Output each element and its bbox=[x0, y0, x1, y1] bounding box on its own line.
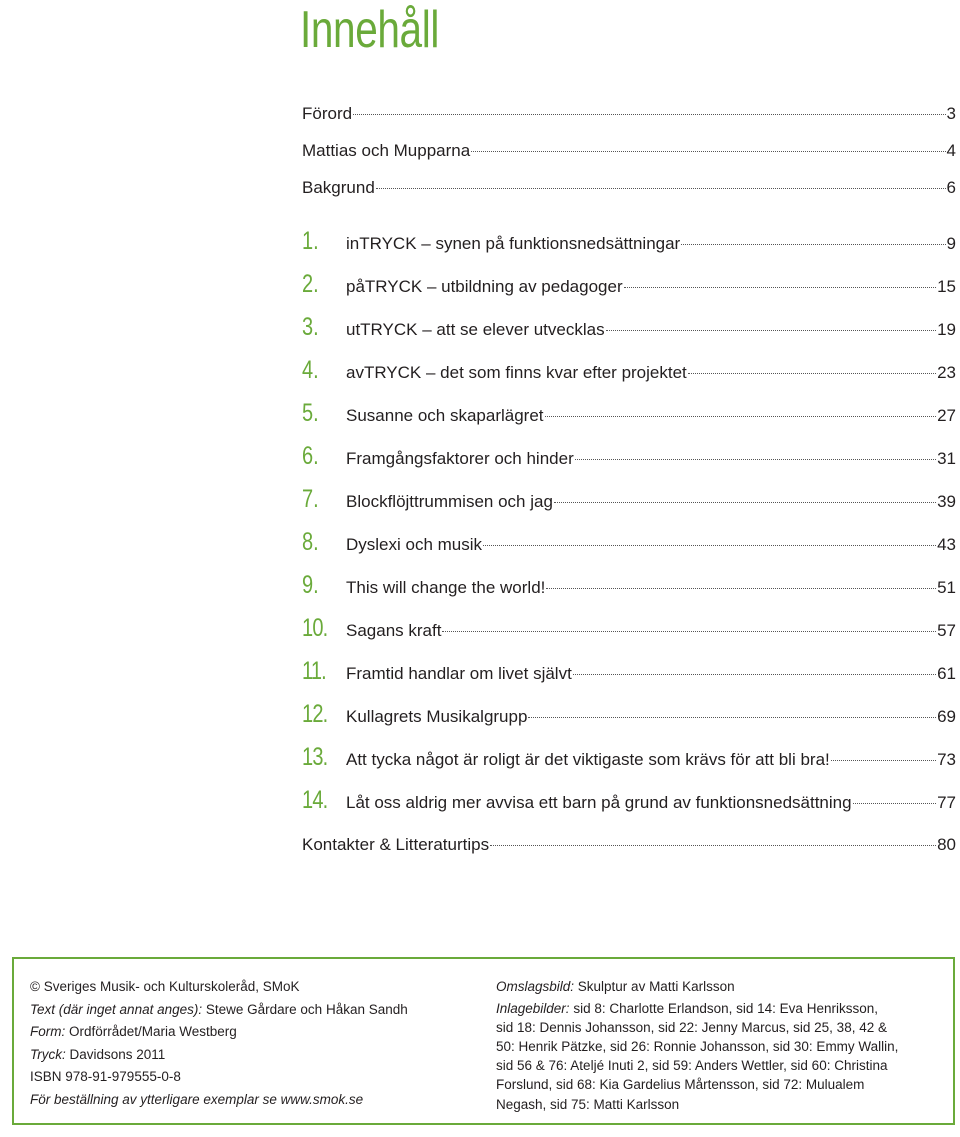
toc-entry-label: Blockflöjttrummisen och jag bbox=[346, 492, 553, 511]
image-credits-line: sid 56 & 76: Ateljé Inuti 2, sid 59: Anders Wettler, sid 60: Christina bbox=[496, 1058, 888, 1074]
toc-entry-label: This will change the world! bbox=[346, 578, 546, 597]
dot-leader bbox=[471, 151, 945, 152]
toc-chapter-1[interactable] bbox=[302, 227, 956, 255]
chapter-number: 7. bbox=[302, 485, 319, 513]
toc-entry-page: 57 bbox=[937, 621, 956, 640]
toc-entry-page: 69 bbox=[937, 707, 956, 726]
dot-leader bbox=[606, 330, 937, 331]
print-credit-label: Tryck: bbox=[30, 1046, 66, 1062]
toc-entry-kontakter[interactable] bbox=[302, 835, 956, 863]
chapter-number: 5. bbox=[302, 399, 319, 427]
form-credit-line bbox=[30, 1021, 480, 1044]
chapter-number: 1. bbox=[302, 227, 319, 255]
image-credits-label: Inlagebilder: bbox=[496, 1000, 570, 1016]
colophon-left-column bbox=[30, 976, 480, 1111]
form-credit-value: Ordförrådet/Maria Westberg bbox=[65, 1024, 237, 1039]
toc-chapter-7[interactable] bbox=[302, 485, 956, 513]
order-note-line: För beställning av ytterligare exemplar se www.smok.se bbox=[30, 1091, 364, 1107]
toc-chapter-13[interactable] bbox=[302, 743, 956, 771]
dot-leader bbox=[528, 717, 936, 718]
toc-entry-page: 6 bbox=[946, 178, 956, 197]
toc-chapter-12[interactable] bbox=[302, 700, 956, 728]
toc-entry-forord[interactable] bbox=[302, 104, 956, 132]
toc-entry-page: 3 bbox=[946, 104, 956, 123]
chapter-number: 9. bbox=[302, 571, 319, 599]
print-credit-line bbox=[30, 1044, 480, 1067]
toc-entry-label: Förord bbox=[302, 104, 353, 123]
toc-entry-page: 4 bbox=[946, 141, 956, 160]
print-credit-value: Davidsons 2011 bbox=[65, 1046, 166, 1062]
toc-entry-bakgrund[interactable] bbox=[302, 178, 956, 206]
toc-chapter-5[interactable] bbox=[302, 399, 956, 427]
chapter-number: 4. bbox=[302, 356, 319, 384]
toc-entry-page: 15 bbox=[937, 277, 956, 296]
dot-leader bbox=[573, 674, 936, 675]
toc-entry-mattias[interactable] bbox=[302, 141, 956, 169]
toc-entry-label: Sagans kraft bbox=[346, 621, 442, 640]
toc-entry-page: 39 bbox=[937, 492, 956, 511]
toc-chapter-8[interactable] bbox=[302, 528, 956, 556]
image-credits-line: Negash, sid 75: Matti Karlsson bbox=[496, 1096, 680, 1112]
toc-entry-label: Framtid handlar om livet självt bbox=[346, 664, 572, 683]
toc-chapter-11[interactable] bbox=[302, 657, 956, 685]
cover-credit-value: Skulptur av Matti Karlsson bbox=[574, 979, 735, 994]
toc-entry-page: 61 bbox=[937, 664, 956, 683]
dot-leader bbox=[554, 502, 936, 503]
toc-chapter-9[interactable] bbox=[302, 571, 956, 599]
toc-entry-page: 19 bbox=[937, 320, 956, 339]
toc-entry-page: 73 bbox=[937, 750, 956, 769]
form-credit-label: Form: bbox=[30, 1024, 66, 1039]
dot-leader bbox=[353, 114, 945, 115]
page-title: Innehåll bbox=[300, 1, 439, 59]
image-credits bbox=[496, 999, 946, 1114]
toc-entry-label: inTRYCK – synen på funktionsnedsättningar bbox=[346, 234, 681, 253]
image-credits-line: Forslund, sid 68: Kia Gardelius Mårtensson, sid 72: Mulualem bbox=[496, 1077, 865, 1093]
isbn-line: ISBN 978-91-979555-0-8 bbox=[30, 1069, 181, 1084]
toc-entry-label: Framgångsfaktorer och hinder bbox=[346, 449, 574, 468]
toc-entry-page: 23 bbox=[937, 363, 956, 382]
cover-credit-line bbox=[496, 976, 946, 999]
toc-entry-label: Att tycka något är roligt är det viktigaste som krävs för att bli bra! bbox=[346, 750, 830, 769]
chapter-number: 10. bbox=[302, 614, 328, 642]
toc-chapter-3[interactable] bbox=[302, 313, 956, 341]
image-credits-text: sid 8: Charlotte Erlandson, sid 14: Eva Henriksson, bbox=[569, 1000, 878, 1016]
dot-leader bbox=[490, 845, 936, 846]
toc-entry-label: Susanne och skaparlägret bbox=[346, 406, 544, 425]
colophon-right-column bbox=[496, 976, 946, 1114]
chapter-number: 13. bbox=[302, 743, 328, 771]
toc-entry-label: Låt oss aldrig mer avvisa ett barn på grund av funktionsnedsättning bbox=[346, 793, 852, 812]
image-credits-line bbox=[496, 999, 946, 1018]
toc-entry-label: påTRYCK – utbildning av pedagoger bbox=[346, 277, 623, 296]
text-credit-label: Text (där inget annat anges): bbox=[30, 1001, 203, 1017]
toc-chapter-2[interactable] bbox=[302, 270, 956, 298]
dot-leader bbox=[545, 416, 937, 417]
toc-chapter-14[interactable] bbox=[302, 786, 956, 814]
toc-entry-page: 27 bbox=[937, 406, 956, 425]
text-credit-line bbox=[30, 999, 480, 1022]
text-credit-value: Stewe Gårdare och Håkan Sandh bbox=[202, 1001, 408, 1017]
chapter-number: 12. bbox=[302, 700, 328, 728]
toc-entry-label: Dyslexi och musik bbox=[346, 535, 483, 554]
dot-leader bbox=[442, 631, 936, 632]
toc-entry-label: Kontakter & Litteraturtips bbox=[302, 835, 490, 854]
image-credits-line: sid 18: Dennis Johansson, sid 22: Jenny Marcus, sid 25, 38, 42 & bbox=[496, 1019, 887, 1035]
chapter-number: 14. bbox=[302, 786, 328, 814]
toc-entry-label: Mattias och Mupparna bbox=[302, 141, 471, 160]
dot-leader bbox=[853, 803, 937, 804]
dot-leader bbox=[688, 373, 936, 374]
toc-entry-page: 80 bbox=[937, 835, 956, 854]
dot-leader bbox=[546, 588, 936, 589]
toc-entry-label: Kullagrets Musikalgrupp bbox=[346, 707, 528, 726]
dot-leader bbox=[624, 287, 936, 288]
toc-entry-page: 43 bbox=[937, 535, 956, 554]
toc-entry-page: 51 bbox=[937, 578, 956, 597]
toc-chapter-10[interactable] bbox=[302, 614, 956, 642]
dot-leader bbox=[483, 545, 936, 546]
chapter-number: 11. bbox=[302, 657, 326, 685]
toc-entry-page: 77 bbox=[937, 793, 956, 812]
chapter-number: 6. bbox=[302, 442, 319, 470]
cover-credit-label: Omslagsbild: bbox=[496, 979, 575, 994]
toc-entry-label: utTRYCK – att se elever utvecklas bbox=[346, 320, 605, 339]
toc-entry-page: 31 bbox=[937, 449, 956, 468]
chapter-number: 3. bbox=[302, 313, 319, 341]
toc-chapter-6[interactable] bbox=[302, 442, 956, 470]
colophon-box bbox=[12, 957, 955, 1125]
chapter-number: 2. bbox=[302, 270, 319, 298]
dot-leader bbox=[376, 188, 946, 189]
toc-chapter-4[interactable] bbox=[302, 356, 956, 384]
image-credits-line: 50: Henrik Pätzke, sid 26: Ronnie Johansson, sid 30: Emmy Wallin, bbox=[496, 1038, 899, 1054]
toc-entry-label: avTRYCK – det som finns kvar efter projektet bbox=[346, 363, 687, 382]
dot-leader bbox=[681, 244, 945, 245]
dot-leader bbox=[831, 760, 936, 761]
toc-entry-label: Bakgrund bbox=[302, 178, 375, 197]
dot-leader bbox=[575, 459, 936, 460]
chapter-number: 8. bbox=[302, 528, 319, 556]
toc-entry-page: 9 bbox=[946, 234, 956, 253]
copyright-line: © Sveriges Musik- och Kulturskoleråd, SMoK bbox=[30, 979, 300, 994]
